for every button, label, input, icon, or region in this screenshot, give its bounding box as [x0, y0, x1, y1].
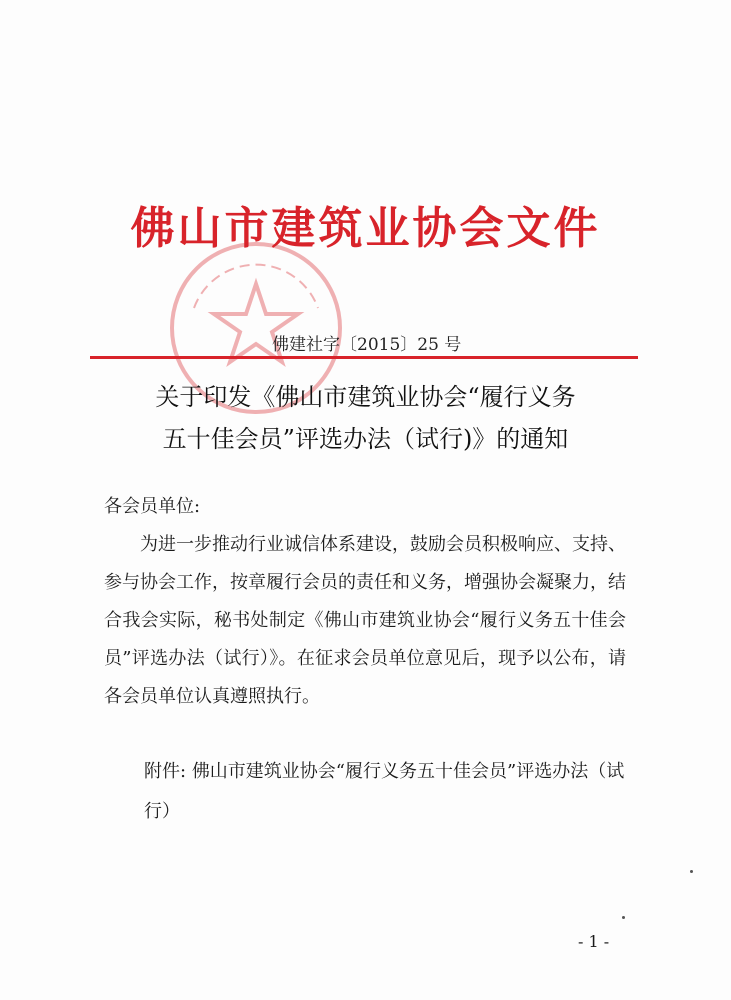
red-divider: [90, 356, 638, 359]
notice-title: [0, 376, 731, 460]
document-header-title: 佛山市建筑业协会文件: [130, 203, 601, 254]
salutation: 各会员单位:: [104, 496, 201, 517]
attachment: [144, 752, 634, 832]
notice-title-line2: 五十佳会员”评选办法（试行)》的通知: [162, 425, 569, 453]
notice-title-line1: 关于印发《佛山市建筑业协会“履行义务: [155, 383, 576, 411]
page-number: - 1 -: [578, 932, 610, 951]
scan-speck: [690, 870, 693, 873]
scan-speck: [622, 916, 625, 919]
body-paragraph: 为进一步推动行业诚信体系建设，鼓励会员积极响应、支持、参与协会工作，按章履行会员的责任和义务，增强协会凝聚力，结合我会实际，秘书处制定《佛山市建筑业协会“履行义务五十佳会员”评选办法（试行）》。在征求会员单位意见后，现予以公布，请各会员单位认真遵照执行。: [104, 534, 626, 707]
attachment-text: 佛山市建筑业协会“履行义务五十佳会员”评选办法（试行）: [144, 761, 625, 822]
attachment-label: 附件:: [144, 761, 187, 782]
document-number: 佛建社字〔2015〕25 号: [272, 335, 462, 355]
